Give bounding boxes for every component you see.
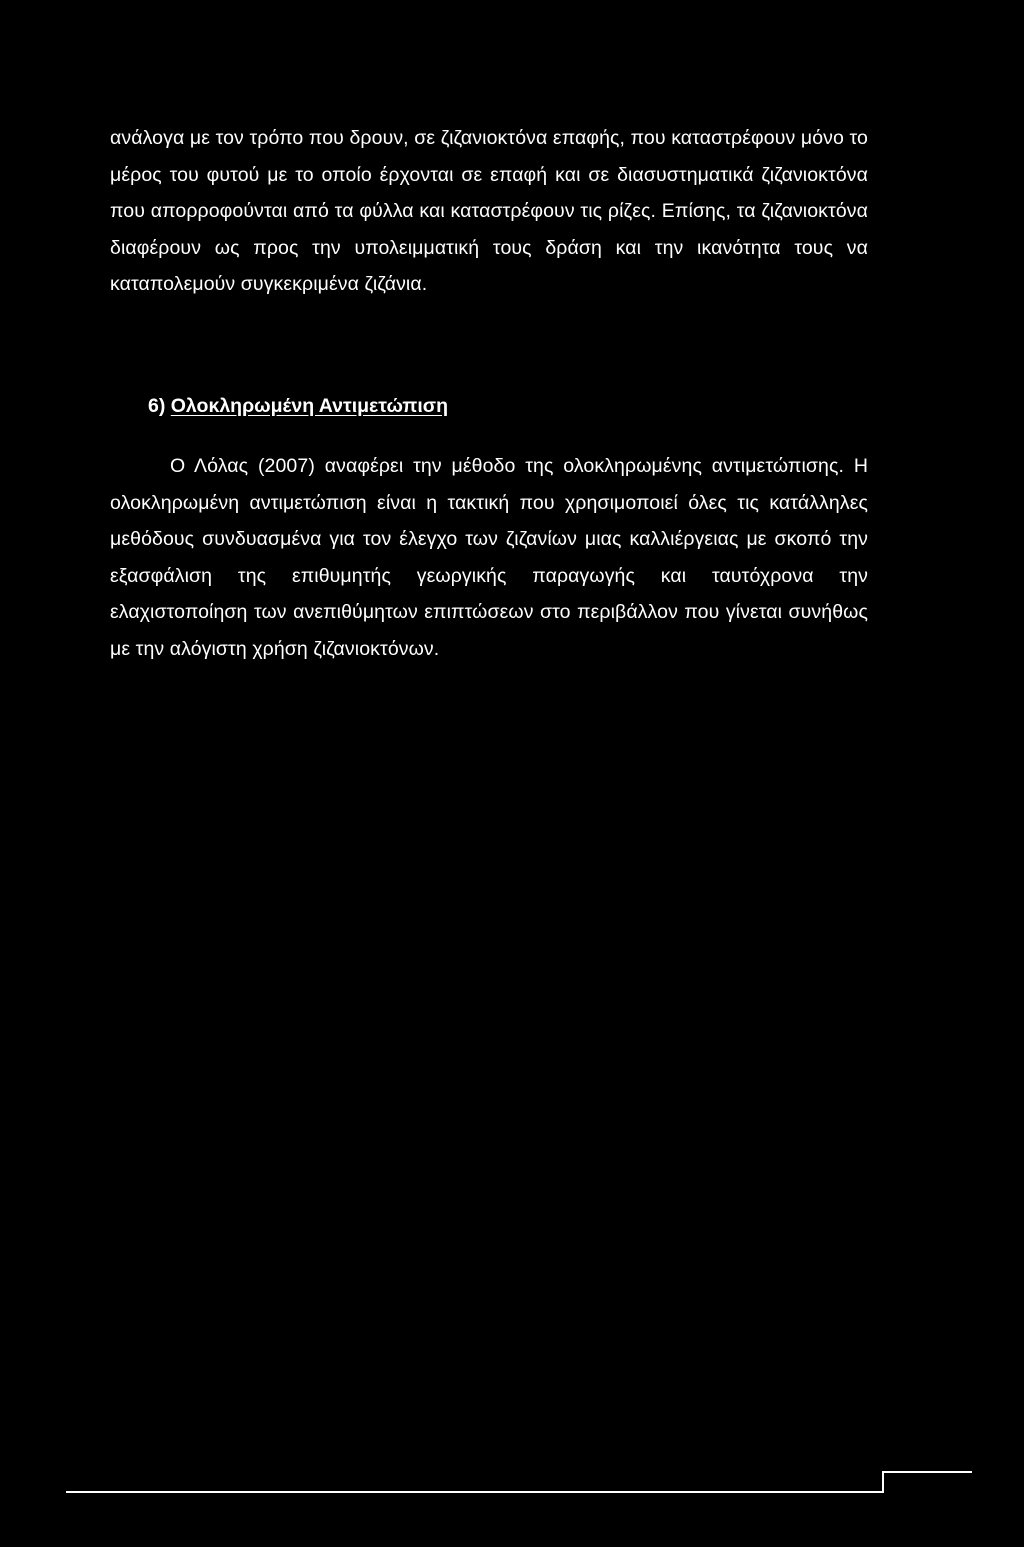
section-heading [148, 391, 448, 421]
body-paragraph: ανάλογα με τον τρόπο που δρουν, σε ζιζανιοκτόνα επαφής, που καταστρέφουν μόνο το μέρος του φυτού με το οποίο έρχονται σε επαφή και σε διασυστηματικά ζιζανιοκτόνα που απορροφούνται από τα φύλλα και καταστρέφουν τις ρίζες. Επίσης, τα ζιζανιοκτόνα διαφέρουν ως προς την υπολειμματική τους δράση και την ικανότητα τους να καταπολεμούν συγκεκριμένα ζιζάνια. [110, 127, 868, 296]
footer-corner-mark [882, 1471, 972, 1473]
footer-corner-mark [882, 1471, 884, 1493]
section-title: Ολοκληρωμένη Αντιμετώπιση [170, 395, 448, 417]
body-paragraph: Ο Λόλας (2007) αναφέρει την μέθοδο της ολοκληρωμένης αντιμετώπισης. Η ολοκληρωμένη αντιμετώπιση είναι η τακτική που χρησιμοποιεί όλες τις κατάλληλες μεθόδους συνδυασμένα για τον έλεγχο των ζιζανίων μιας καλλιέργειας με σκοπό την εξασφάλιση της επιθυμητής γεωργικής παραγωγής και ταυτόχρονα την ελαχιστοποίηση των ανεπιθύμητων επιπτώσεων στο περιβάλλον που γίνεται συνήθως με την αλόγιστη χρήση ζιζανιοκτόνων. [110, 455, 868, 660]
section-number: 6) [148, 395, 166, 417]
footer-rule [66, 1491, 884, 1493]
